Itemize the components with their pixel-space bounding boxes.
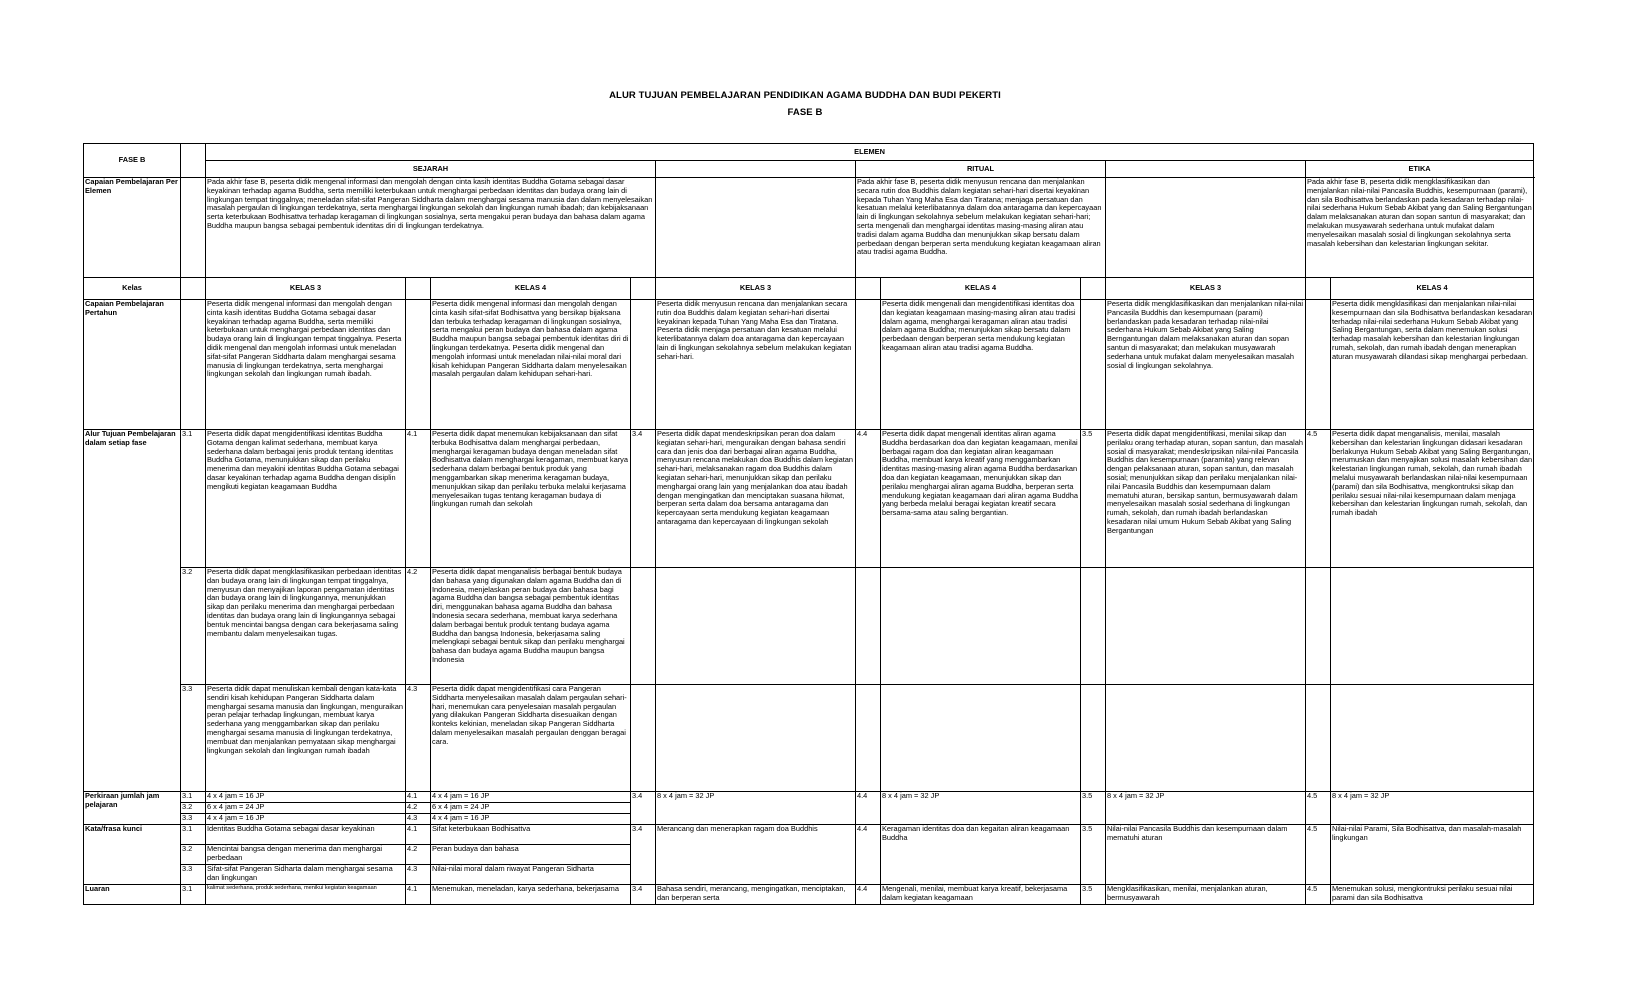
jp-value: 4 x 4 jam = 16 JP	[206, 814, 406, 825]
atp-number: 4.5	[1306, 430, 1331, 568]
kelas-header: KELAS 4	[431, 278, 631, 300]
luaran-cell: kalimat sederhana, produk sederhana, menikui kegiatan keagamaan	[206, 885, 406, 905]
row-label-luaran: Luaran	[84, 885, 181, 905]
jp-value: 8 x 4 jam = 32 JP	[656, 792, 856, 825]
cp-tahun-cell: Peserta didik mengenal informasi dan mengolah dengan cinta kasih identitas Buddha Gotama sebagai dasar keyakinan terhadap agama Buddha, serta memiliki keterbukaan untuk menghargai perbedaan identitas dan budaya orang lain di lingkungan tempat tinggalnya. Peserta didik mengenal dan mengolah informasi untuk meneladan sifat-sifat Pangeran Siddharta dalam menghargai sesama manusia di lingkungan terdekatnya, serta menghargai lingkungan sekolah dan lingkungan rumah ibadah.	[206, 300, 406, 430]
atp-cell: Peserta didik dapat mengidentifikasi, menilai sikap dan perilaku orang terhadap aturan, sopan santun, dan masalah sosial di masyarakat; mendeskripsikan nilai-nilai Pancasila Buddhis dan kesempurnaan (paramita) yang relevan dengan pelaksanaan aturan, sopan santun, dan masalah sosial; menunjukkan sikap dan perilaku menjalankan nilai-nilai Pancasila Buddhis dan kesempurnaan dalam mematuhi aturan, bersikap santun, bermusyawarah dalam menyelesaikan masalah sosial sederhana di lingkungan rumah, sekolah, dan rumah ibadah berlandaskan kesadaran nilai umum Hukum Sebab Akibat yang Saling Bergantungan	[1106, 430, 1306, 568]
jp-number: 3.1	[181, 792, 206, 803]
luaran-cell: Mengenali, menilai, membuat karya kreatif, bekerjasama dalam kegiatan keagamaan	[881, 885, 1081, 905]
jp-value: 8 x 4 jam = 32 JP	[881, 792, 1081, 825]
jp-number: 4.3	[406, 814, 431, 825]
kata-number: 4.2	[406, 845, 431, 865]
jp-value: 6 x 4 jam = 24 JP	[206, 803, 406, 814]
kata-number: 3.4	[631, 825, 656, 885]
kata-number: 3.3	[181, 865, 206, 885]
jp-value: 4 x 4 jam = 16 JP	[431, 792, 631, 803]
jp-number: 3.5	[1081, 792, 1106, 825]
kata-cell: Mencintai bangsa dengan menerima dan menghargai perbedaan	[206, 845, 406, 865]
atp-number: 4.4	[856, 430, 881, 568]
row-label-kata: Kata/frasa kunci	[84, 825, 181, 885]
kata-number: 3.1	[181, 825, 206, 845]
kata-cell: Sifat keterbukaan Bodhisattva	[431, 825, 631, 845]
document-subtitle: FASE B	[787, 107, 823, 118]
atp-number: 3.5	[1081, 430, 1106, 568]
kata-cell: Keragaman identitas doa dan kegaitan aliran keagamaan Buddha	[881, 825, 1081, 885]
kelas-header: KELAS 4	[881, 278, 1081, 300]
luaran-number: 4.1	[406, 885, 431, 905]
learning-path-table	[83, 143, 1534, 905]
element-ritual: RITUAL	[856, 161, 1106, 178]
jp-value: 6 x 4 jam = 24 JP	[431, 803, 631, 814]
luaran-number: 4.5	[1306, 885, 1331, 905]
jp-value: 8 x 4 jam = 32 JP	[1106, 792, 1306, 825]
luaran-number: 3.5	[1081, 885, 1106, 905]
cp-elemen-etika: Pada akhir fase B, peserta didik mengklasifikasikan dan menjalankan nilai-nilai Pancasila Buddhis, kesempurnaan (parami), dan sila Bodhisattva berlandaskan pada kesadaran terhadap nilai-nilai sederhana Hukum Sebab Akibat yang dan Saling Bergantungan dalam melaksanakan aturan dan sopan santun di masyarakat; dan melakukan musyawarah sederhana untuk mufakat dalam menyelesaikan masalah sosial di lingkungan sekolahnya serta masalah kebersihan dan kelestarian lingkungan sekitar.	[1306, 178, 1534, 278]
luaran-number: 4.4	[856, 885, 881, 905]
atp-number: 4.3	[406, 685, 431, 792]
kata-cell: Nilai-nilai Parami, Sila Bodhisattva, dan masalah-masalah lingkungan	[1331, 825, 1534, 885]
atp-cell: Peserta didik dapat menemukan kebijaksanaan dan sifat terbuka Bodhisattva dalam menghargai perbedaan, menghargai keragaman budaya dengan meneladan sifat Bodhisattva dalam menghargai keragaman, membuat karya sederhana dalam berbagai bentuk produk yang menggambarkan sikap menerima keragaman budaya, menunjukkan sikap dan perilaku terbuka melalui kerjasama menyelesaikan tugas tentang keragaman budaya di lingkungan rumah dan sekolah	[431, 430, 631, 568]
row-label-cp-tahun: Capaian Pembelajaran Pertahun	[84, 300, 181, 430]
atp-number: 4.2	[406, 568, 431, 685]
luaran-number: 3.1	[181, 885, 206, 905]
cp-tahun-cell: Peserta didik menyusun rencana dan menjalankan secara rutin doa Buddhis dalam kegiatan sehari-hari disertai keyakinan kepada Tuhan Yang Maha Esa dan Tiratana. Peserta didik menjaga persatuan dan kesatuan melalui keterlibatannya dalam doa antaragama dan kepercayaan lain di lingkungan sekolahnya sebelum melakukan kegiatan sehari-hari.	[656, 300, 856, 430]
atp-cell: Peserta didik dapat menuliskan kembali dengan kata-kata sendiri kisah kehidupan Pangeran Siddharta dalam menghargai sesama manusia dan lingkungan, menguraikan peran pelajar terhadap lingkungan, membuat karya sederhana yang menggambarkan sikap dan perilaku menghargai sesama manusia di lingkungan terdekatnya, membuat dan menjalankan pernyataan sikap menghargai lingkungan sekolah dan lingkungan rumah ibadah	[206, 685, 406, 792]
atp-number: 3.4	[631, 430, 656, 568]
luaran-cell: Mengklasifikasikan, menilai, menjalankan aturan, bermusyawarah	[1106, 885, 1306, 905]
document-title: ALUR TUJUAN PEMBELAJARAN PENDIDIKAN AGAMA BUDDHA DAN BUDI PEKERTI	[609, 90, 1001, 101]
cp-tahun-cell: Peserta didik mengklasifikasi dan menjalankan nilai-nilai kesempurnaan dan sila Bodhisattva berlandaskan kesadaran terhadap nilai-nilai sederhana Hukum Sebab Akibat yang Saling Bergantungan, serta dalam menemukan solusi terhadap masalah kebersihan dan kelestarian lingkungan rumah, sekolah, dan rumah ibadah dengan menerapkan aturan musyawarah dilandasi sikap menghargai perbedaan.	[1331, 300, 1534, 430]
row-label-jp: Perkiraan jumlah jam pelajaran	[84, 792, 181, 825]
luaran-cell: Menemukan, meneladan, karya sederhana, bekerjasama	[431, 885, 631, 905]
kata-number: 4.1	[406, 825, 431, 845]
kelas-header: KELAS 3	[656, 278, 856, 300]
atp-cell: Peserta didik dapat mengidentifikasi cara Pangeran Siddharta menyelesaikan masalah dalam pergaulan sehari-hari, menemukan cara penyelesaian masalah pergaulan yang dilakukan Pangeran Siddharta disesuaikan dengan konteks kekinian, meneladan sikap Pangeran Siddharta dalam menyelesaikan masalah pergaulan denggan beragai cara.	[431, 685, 631, 792]
atp-cell: Peserta didik dapat mengklasifikasikan perbedaan identitas dan budaya orang lain di lingkungan tempat tinggalnya, menyusun dan menyajikan laporan pengamatan identitas dan budaya orang lain di lingkungannya, menunjukkan sikap dan perilaku menerima dan menghargai perbedaan identitas dan budaya orang lain di lingkungannya sebagai bentuk mencintai bangsa dengan cara bekerjasama saling membantu dalam menyelesaikan tugas.	[206, 568, 406, 685]
fase-label: FASE B	[84, 144, 181, 178]
row-label-kelas: Kelas	[84, 278, 181, 300]
cp-tahun-cell: Peserta didik mengenal informasi dan mengolah dengan cinta kasih sifat-sifat Bodhisattva yang bersikap bijaksana dan terbuka terhadap keragaman di lingkungan sosialnya, serta mengakui peran budaya dan bahasa dalam agama Buddha maupun bangsa sebagai pembentuk identitas diri di lingkungan terdekatnya. Peserta didik mengenal dan mengolah informasi untuk meneladan nilai-nilai moral dari kisah kehidupan Pangeran Siddharta dalam menyelesaikan masalah pergaulan dalam kehidupan sehari-hari.	[431, 300, 631, 430]
atp-cell: Peserta didik dapat mengidentifikasi identitas Buddha Gotama dengan kalimat sederhana, membuat karya sederhana dalam berbagai jenis produk tentang identitas Buddha Gotama, menunjukkan sikap dan perilaku menerima dan meyakini identitas Buddha Gotama sebagai dasar keyakinan terhadap agama Buddha dengan disiplin mengikuti kegiatan keagamaan Buddha	[206, 430, 406, 568]
jp-number: 3.2	[181, 803, 206, 814]
atp-cell: Peserta didik dapat menganalisis, menilai, masalah kebersihan dan kelestarian lingkungan didasari kesadaran berlakunya Hukum Sebab Akibat yang Saling Bergantungan, merumuskan dan menyajikan solusi masalah kebersihan dan kelestarian lingkungan rumah, sekolah, dan rumah ibadah melalui musyawarah berlandaskan nilai-nilai kesempurnaan (parami) dan sila Bodhisattva, mengkontruksi sikap dan perilaku sesuai nilai-nilai kesempurnaan dalam menjaga kebersihan dan kelestarian lingkungan rumah, sekolah, dan rumah ibadah	[1331, 430, 1534, 568]
luaran-number: 3.4	[631, 885, 656, 905]
kata-cell: Peran budaya dan bahasa	[431, 845, 631, 865]
kata-cell: Merancang dan menerapkan ragam doa Buddhis	[656, 825, 856, 885]
jp-number: 3.4	[631, 792, 656, 825]
cp-tahun-cell: Peserta didik mengklasifikasikan dan menjalankan nilai-nilai Pancasila Buddhis dan kesempurnaan (parami) berlandaskan pada kesadaran terhadap nilai-nilai sederhana Hukum Sebab Akibat yang Saling Berngantungan dalam melaksanakan aturan dan sopan santun di masyarakat; dan melakukan musyawarah sederhana untuk mufakat dalam menyelesaikan masalah sosial di lingkungan sekolahnya.	[1106, 300, 1306, 430]
kelas-header: KELAS 3	[206, 278, 406, 300]
jp-number: 4.4	[856, 792, 881, 825]
row-label-atp: Alur Tujuan Pembelajaran dalam setiap fase	[84, 430, 181, 792]
atp-number: 3.3	[181, 685, 206, 792]
atp-number: 3.2	[181, 568, 206, 685]
kelas-header: KELAS 3	[1106, 278, 1306, 300]
cp-elemen-sejarah: Pada akhir fase B, peserta didik mengenal informasi dan mengolah dengan cinta kasih identitas Buddha Gotama sebagai dasar keyakinan terhadap agama Buddha, serta memiliki keterbukaan untuk menghargai perbedaan identitas dan budaya orang lain di lingkungan tempat tinggalnya; meneladan sifat-sifat Pangeran Siddharta dalam menghargai sesama manusia dan dalam menyelesaikan masalah pergaulan di lingkungan terdekatnya, serta menghargai lingkungan sekolah dan lingkungan rumah ibadah; dan kebijaksanaan serta keterbukaan Bodhisattva terhadap keragaman di lingkungan sosialnya, serta mengakui peran budaya dan bahasa dalam agama Buddha maupun bangsa sebagai pembentuk identitas diri di lingkungan terdekatnya.	[206, 178, 656, 278]
jp-number: 4.2	[406, 803, 431, 814]
cp-tahun-cell: Peserta didik mengenali dan mengidentifikasi identitas doa dan kegiatan keagamaan masing-masing aliran atau tradisi dalam agama, menghargai keragaman aliran atau tradisi dalam agama Buddha; menunjukkan sikap bersatu dalam perbedaan dengan berperan serta mendukung kegiatan keagamaan aliran atau tradisi agama Buddha.	[881, 300, 1081, 430]
kata-cell: Nilai-nilai moral dalam riwayat Pangeran Sidharta	[431, 865, 631, 885]
luaran-cell: Bahasa sendiri, merancang, mengingatkan, menciptakan, dan berperan serta	[656, 885, 856, 905]
jp-value: 4 x 4 jam = 16 JP	[206, 792, 406, 803]
kata-number: 4.5	[1306, 825, 1331, 885]
atp-cell: Peserta didik dapat mengenali identitas aliran agama Buddha berdasarkan doa dan kegiatan keagamaan, menilai berbagai ragam doa dan kegiatan aliran keagamaan Buddha, membuat karya kreatif yang menggambarkan identitas masing-masing aliran agama Buddha berdasarkan doa dan kegiatan keagamaan, menunjukkan sikap dan perilaku menghargai aliran agama Buddha, berperan serta mendukung kegiatan keagamaan dari aliran agama Buddha yang berbeda melalui beragai kegiatan kreatif secara bersama-sama atau saling bergantian.	[881, 430, 1081, 568]
atp-cell: Peserta didik dapat mendeskripsikan peran doa dalam kegiatan sehari-hari, menguraikan dengan bahasa sendiri cara dan jenis doa dari berbagai aliran agama Buddha, menyusun rencana melakukan doa Buddhis dalam kegiatan sehari-hari, melaksanakan ragam doa Buddhis dalam kegiatan sehari-hari, menunjukkan sikap dan perilaku menghargai orang lain yang menjalankan doa atau ibadah dengan mengingatkan dan menciptakan suasana hikmat, berperan serta dalam doa bersama antaragama dan kepercayaan serta mendukung kegiatan keagamaan antaragama dan kepercayaan di lingkungan sekolah	[656, 430, 856, 568]
jp-value: 4 x 4 jam = 16 JP	[431, 814, 631, 825]
atp-number: 4.1	[406, 430, 431, 568]
kata-cell: Identitas Buddha Gotama sebagai dasar keyakinan	[206, 825, 406, 845]
kata-number: 3.2	[181, 845, 206, 865]
kata-number: 4.3	[406, 865, 431, 885]
kata-number: 4.4	[856, 825, 881, 885]
jp-number: 4.5	[1306, 792, 1331, 825]
kelas-header: KELAS 4	[1331, 278, 1534, 300]
jp-value: 8 x 4 jam = 32 JP	[1331, 792, 1534, 825]
element-sejarah: SEJARAH	[206, 161, 656, 178]
atp-cell: Peserta didik dapat menganalisis berbagai bentuk budaya dan bahasa yang digunakan dalam agama Buddha dan di Indonesia, menjelaskan peran budaya dan bahasa bagi agama Buddha dan bangsa sebagai pembentuk identitas diri, menggunakan bahasa agama Buddha dan bahasa Indonesia secara sederhana, membuat karya sederhana dalam berbagai bentuk produk tentang budaya agama Buddha dan bangsa Indonesia, bekerjasama saling melengkapi sebagai bentuk sikap dan perilaku menghargai bahasa dan budaya agama Buddha maupun bangsa Indonesia	[431, 568, 631, 685]
cp-elemen-ritual: Pada akhir fase B, peserta didik menyusun rencana dan menjalankan secara rutin doa Buddhis dalam kegiatan sehari-hari disertai keyakinan kepada Tuhan Yang Maha Esa dan Tiratana; menjaga persatuan dan kesatuan melalui keterlibatannya dalam doa antaragama dan kepercayaan lain di lingkungan sekolahnya sebelum melakukan kegiatan sehari-hari; serta mengenali dan menghargai identitas masing-masing aliran atau tradisi dalam agama Buddha dan menunjukkan sikap bersatu dalam perbedaan dengan berperan serta mendukung kegiatan keagamaan aliran atau tradisi agama Buddha.	[856, 178, 1106, 278]
kata-number: 3.5	[1081, 825, 1106, 885]
elemen-header: ELEMEN	[206, 144, 1534, 161]
row-label-cp-elemen: Capaian Pembelajaran Per Elemen	[84, 178, 181, 278]
kata-cell: Nilai-nilai Pancasila Buddhis dan kesempurnaan dalam mematuhi aturan	[1106, 825, 1306, 885]
atp-number: 3.1	[181, 430, 206, 568]
kata-cell: Sifat-sifat Pangeran Sidharta dalam menghargai sesama dan lingkungan	[206, 865, 406, 885]
luaran-cell: Menemukan solusi, mengkontruksi perilaku sesuai nilai parami dan sila Bodhisattva	[1331, 885, 1534, 905]
jp-number: 3.3	[181, 814, 206, 825]
element-etika: ETIKA	[1306, 161, 1534, 178]
jp-number: 4.1	[406, 792, 431, 803]
